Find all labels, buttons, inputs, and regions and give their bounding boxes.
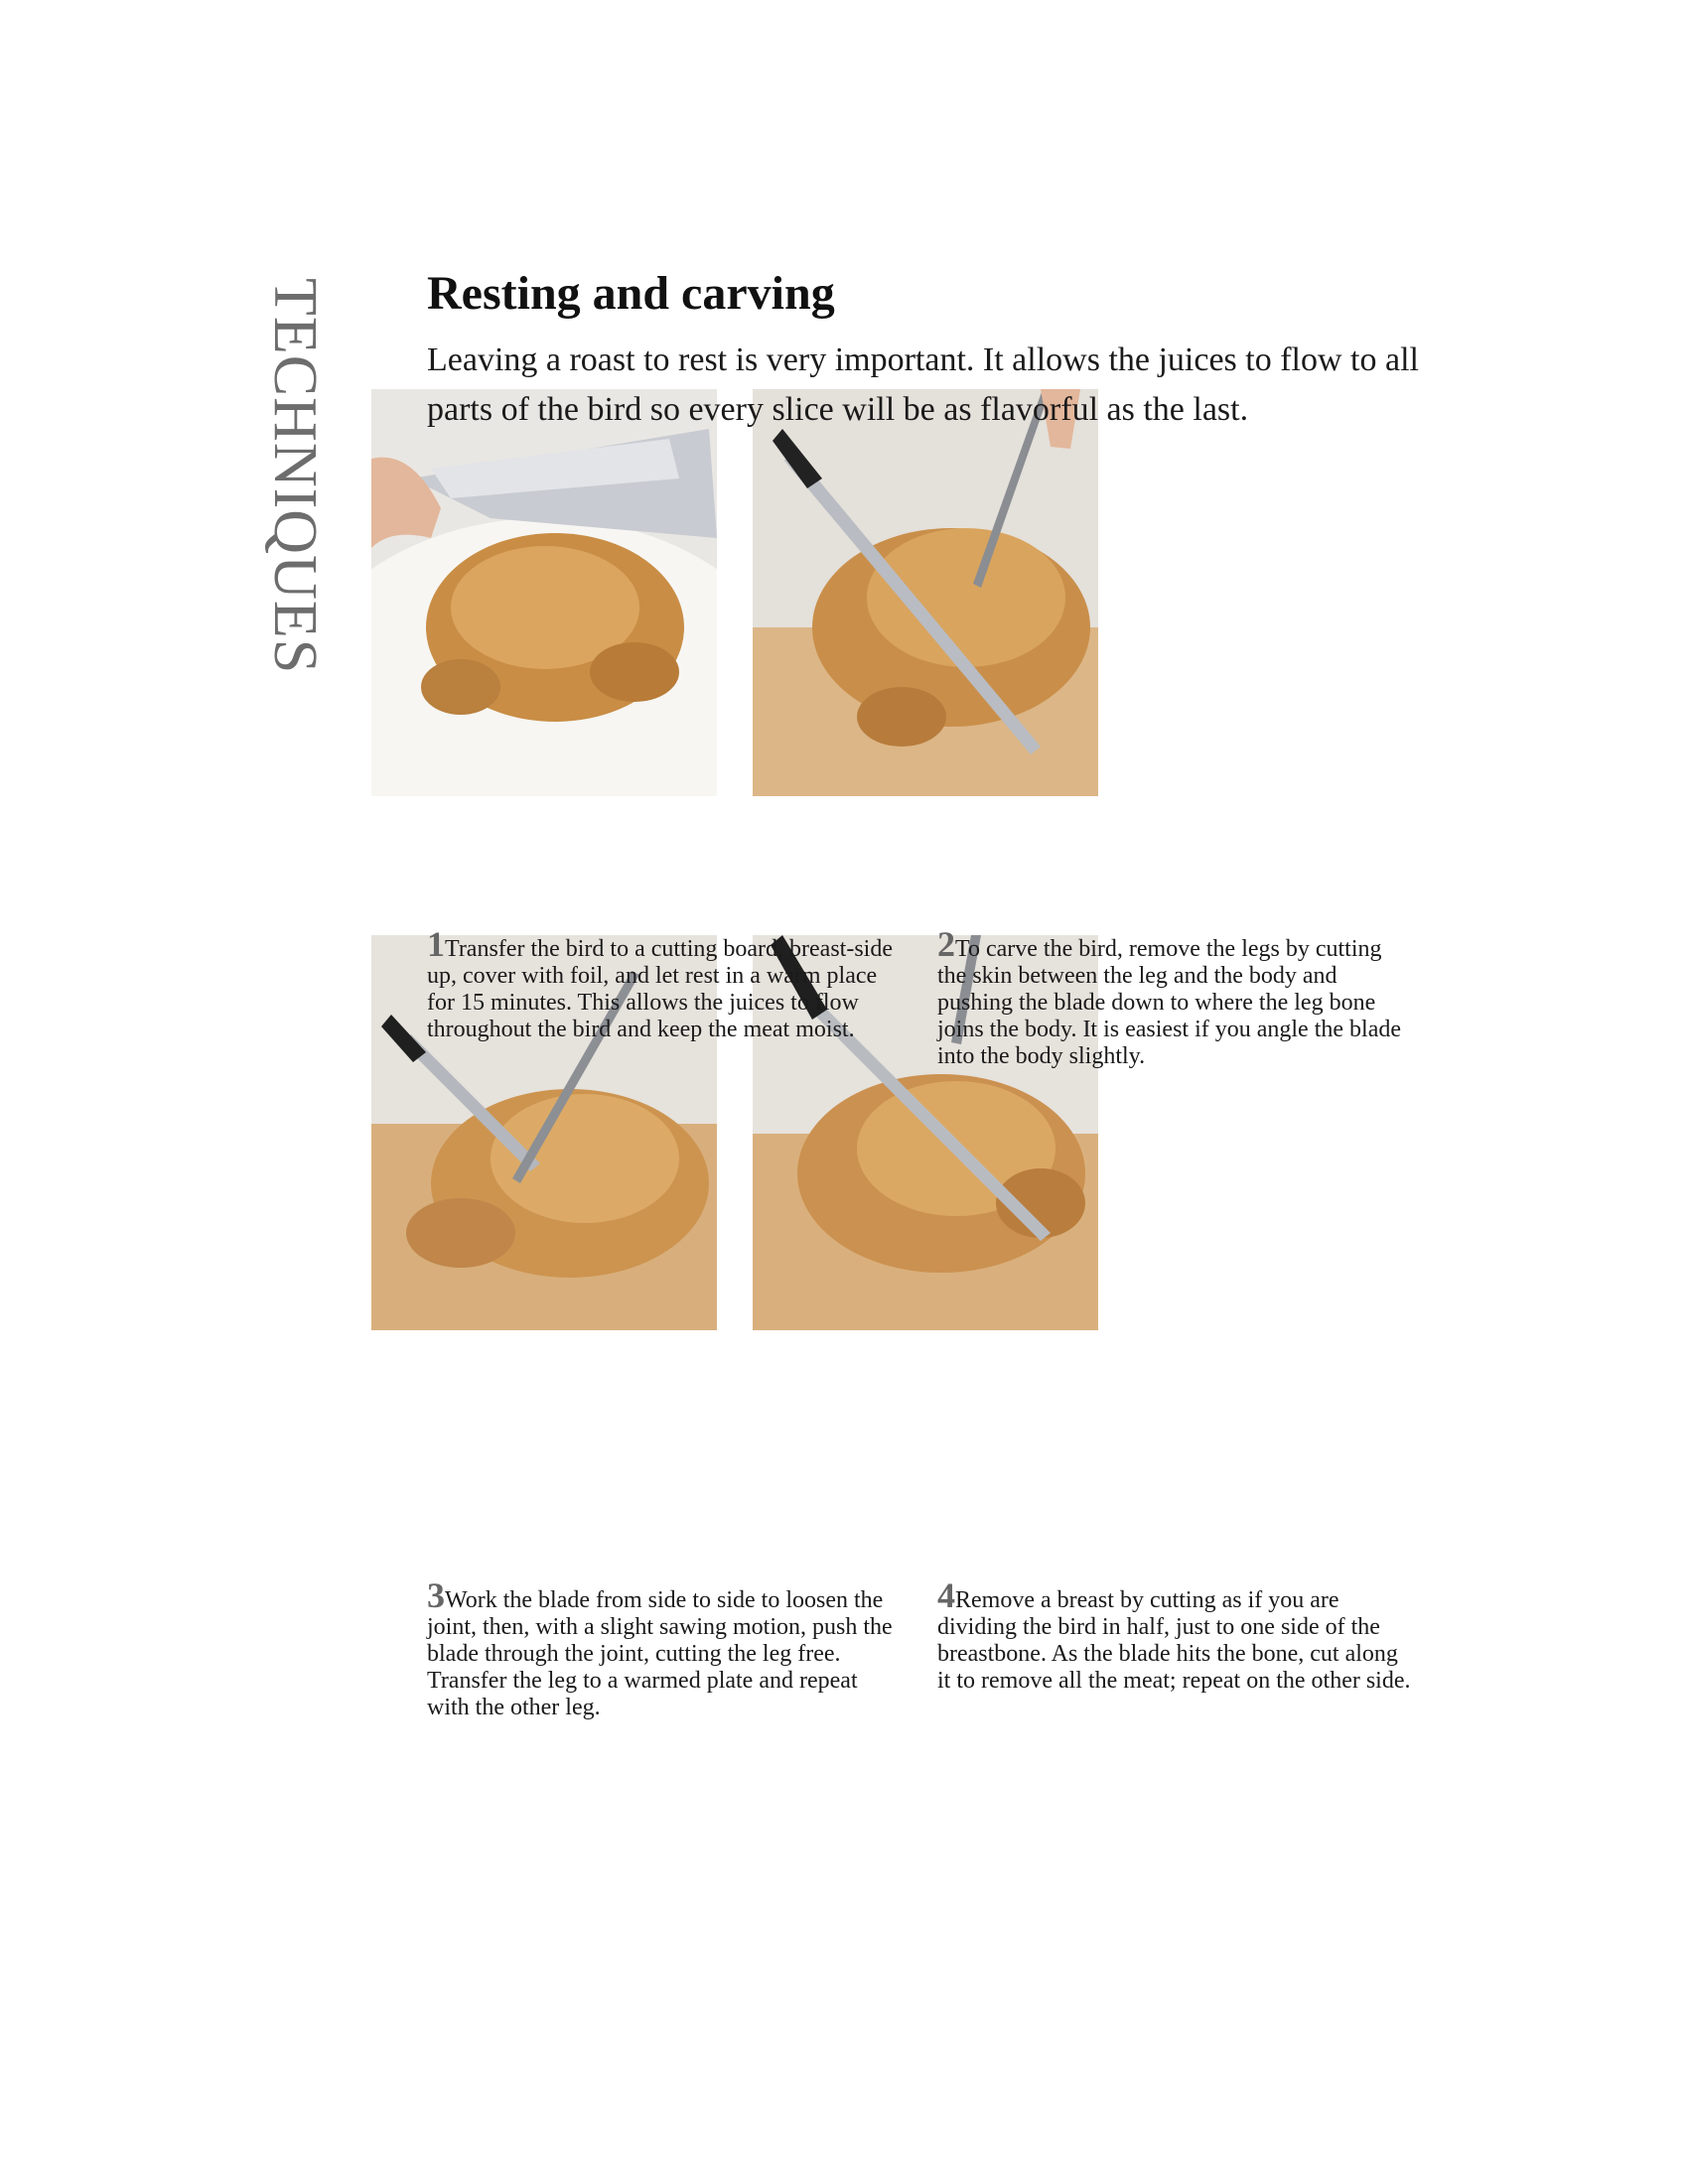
step-1-caption <box>427 924 904 1043</box>
step-1-number: 1 <box>427 924 445 964</box>
step-4-text: Remove a breast by cutting as if you are dividing the bird in half, just to one side of the breastbone. As the blade hits the bone, cut along it to remove all the meat; repeat on the other side. <box>937 1587 1411 1694</box>
step-1-text: Transfer the bird to a cutting board, breast-side up, cover with foil, and let rest in a warm place for 15 minutes. This allows the juices to flow throughout the bird and keep the meat moist. <box>427 936 893 1042</box>
section-label-vertical: TECHNIQUES <box>261 278 329 675</box>
step-2-caption <box>937 924 1414 1070</box>
step-4-caption <box>937 1575 1414 1695</box>
step-2-text: To carve the bird, remove the legs by cutting the skin between the leg and the body and pushing the blade down to where the leg bone joins the body. It is easiest if you angle the blade into the body slightly. <box>937 936 1402 1069</box>
step-3-number: 3 <box>427 1575 445 1615</box>
step-4-number: 4 <box>937 1575 955 1615</box>
step-3-caption <box>427 1575 904 1721</box>
photo-resting-under-foil <box>371 389 717 796</box>
photo-cutting-leg-skin <box>753 389 1098 796</box>
page-title: Resting and carving <box>427 267 835 320</box>
step-3-text: Work the blade from side to side to loosen the joint, then, with a slight sawing motion, push the blade through the joint, cutting the leg free. Transfer the leg to a warmed plate and repeat with the other leg. <box>427 1587 893 1720</box>
step-2-number: 2 <box>937 924 955 964</box>
intro-paragraph: Leaving a roast to rest is very important. It allows the juices to flow to all parts of the bird so every slice will be as flavorful as the last. <box>427 341 1419 428</box>
